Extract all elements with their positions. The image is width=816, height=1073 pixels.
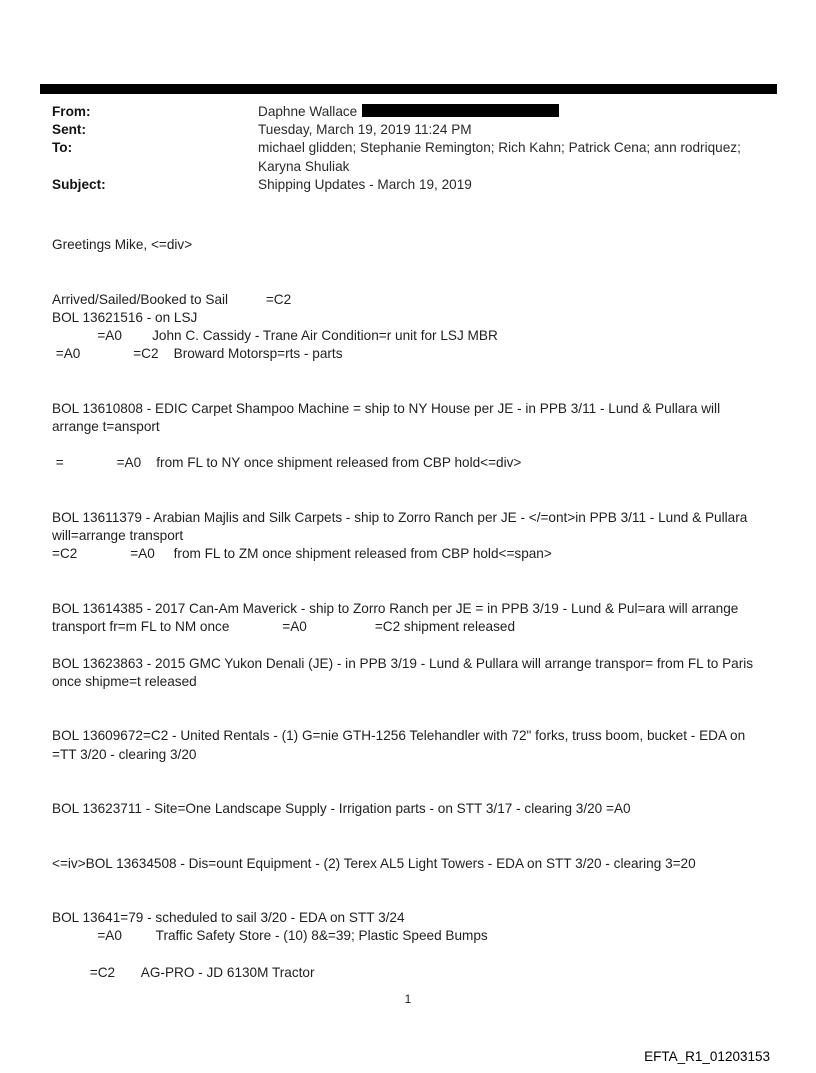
redaction-black-box xyxy=(362,104,559,117)
header-row-sent xyxy=(52,121,770,139)
subject-label: Subject: xyxy=(52,176,106,192)
body-line xyxy=(52,891,770,909)
body-line xyxy=(52,564,770,582)
body-line: BOL 13610808 - EDIC Carpet Shampoo Machine = ship to NY House per JE - in PPB 3/11 - Lund & Pullara will arrange t=ansport xyxy=(52,400,724,434)
body-line xyxy=(52,363,770,381)
from-value xyxy=(258,103,770,121)
body-line: BOL 13641=79 - scheduled to sail 3/20 - EDA on STT 3/24 xyxy=(52,910,405,926)
body-line xyxy=(52,946,770,964)
from-label: From: xyxy=(52,104,91,119)
body-line: BOL 13623863 - 2015 GMC Yukon Denali (JE) - in PPB 3/19 - Lund & Pullara will arrange transpor= from FL to Paris once shipme=t released xyxy=(52,655,757,689)
header-rule-bar xyxy=(40,84,777,94)
body-line: <=iv>BOL 13634508 - Dis=ount Equipment - (2) Terex AL5 Light Towers - EDA on STT 3/20 - clearing 3=20 xyxy=(52,855,696,871)
email-body xyxy=(52,236,770,982)
body-line: Greetings Mike, <=div> xyxy=(52,237,193,252)
to-label: To: xyxy=(52,140,73,156)
sender-name: Daphne Wallace xyxy=(258,104,358,119)
body-line: BOL 13614385 - 2017 Can-Am Maverick - ship to Zorro Ranch per JE = in PPB 3/19 - Lund & Pul=ara will arrange transport fr=m FL to NM once =A0 =C2 shipment released xyxy=(52,600,743,635)
body-line: =A0 =C2 Broward Motorsp=rts - parts xyxy=(52,346,343,362)
body-line xyxy=(52,873,770,891)
body-line xyxy=(52,764,770,782)
body-line: =C2 AG-PRO - JD 6130M Tractor xyxy=(52,964,315,980)
body-line xyxy=(52,582,770,600)
header-row-from xyxy=(52,103,770,121)
sent-value: Tuesday, March 19, 2019 11:24 PM xyxy=(258,122,472,138)
body-line: BOL 13621516 - on LSJ xyxy=(52,309,198,325)
header-row-to xyxy=(52,139,770,175)
body-line xyxy=(52,709,770,727)
body-line xyxy=(52,491,770,509)
body-line: BOL 13609672=C2 - United Rentals - (1) G=nie GTH-1256 Telehandler with 72" forks, truss boom, bucket - EDA on =TT 3/20 - clearing 3/20 xyxy=(52,728,749,762)
body-line xyxy=(52,836,770,854)
header-row-subject xyxy=(52,176,770,194)
body-line xyxy=(52,382,770,400)
body-line xyxy=(52,818,770,836)
bates-number: EFTA_R1_01203153 xyxy=(644,1049,770,1064)
body-line: Arrived/Sailed/Booked to Sail =C2 xyxy=(52,291,292,307)
sent-label: Sent: xyxy=(52,122,86,138)
body-line: BOL 13623711 - Site=One Landscape Supply - Irrigation parts - on STT 3/17 - clearing 3/20 =A0 xyxy=(52,801,631,817)
body-line xyxy=(52,782,770,800)
body-line xyxy=(52,691,770,709)
email-header-block xyxy=(52,103,770,194)
body-line xyxy=(52,436,770,454)
subject-value: Shipping Updates - March 19, 2019 xyxy=(258,176,472,192)
to-value: michael glidden; Stephanie Remington; Rich Kahn; Patrick Cena; ann rodriquez; Karyna Shuliak xyxy=(258,140,741,174)
body-line: =A0 Traffic Safety Store - (10) 8&=39; Plastic Speed Bumps xyxy=(52,928,488,944)
body-line xyxy=(52,272,770,290)
page-number: 1 xyxy=(404,992,412,1006)
body-line xyxy=(52,254,770,272)
body-line: = =A0 from FL to NY once shipment released from CBP hold<=div> xyxy=(52,455,522,471)
body-line: =A0 John C. Cassidy - Trane Air Condition=r unit for LSJ MBR xyxy=(52,327,498,343)
body-line xyxy=(52,636,770,654)
body-line: =C2 =A0 from FL to ZM once shipment released from CBP hold<=span> xyxy=(52,546,552,562)
body-line: BOL 13611379 - Arabian Majlis and Silk Carpets - ship to Zorro Ranch per JE - </=ont>in PPB 3/11 - Lund & Pullara will=arrange transport xyxy=(52,509,752,544)
body-line xyxy=(52,473,770,491)
